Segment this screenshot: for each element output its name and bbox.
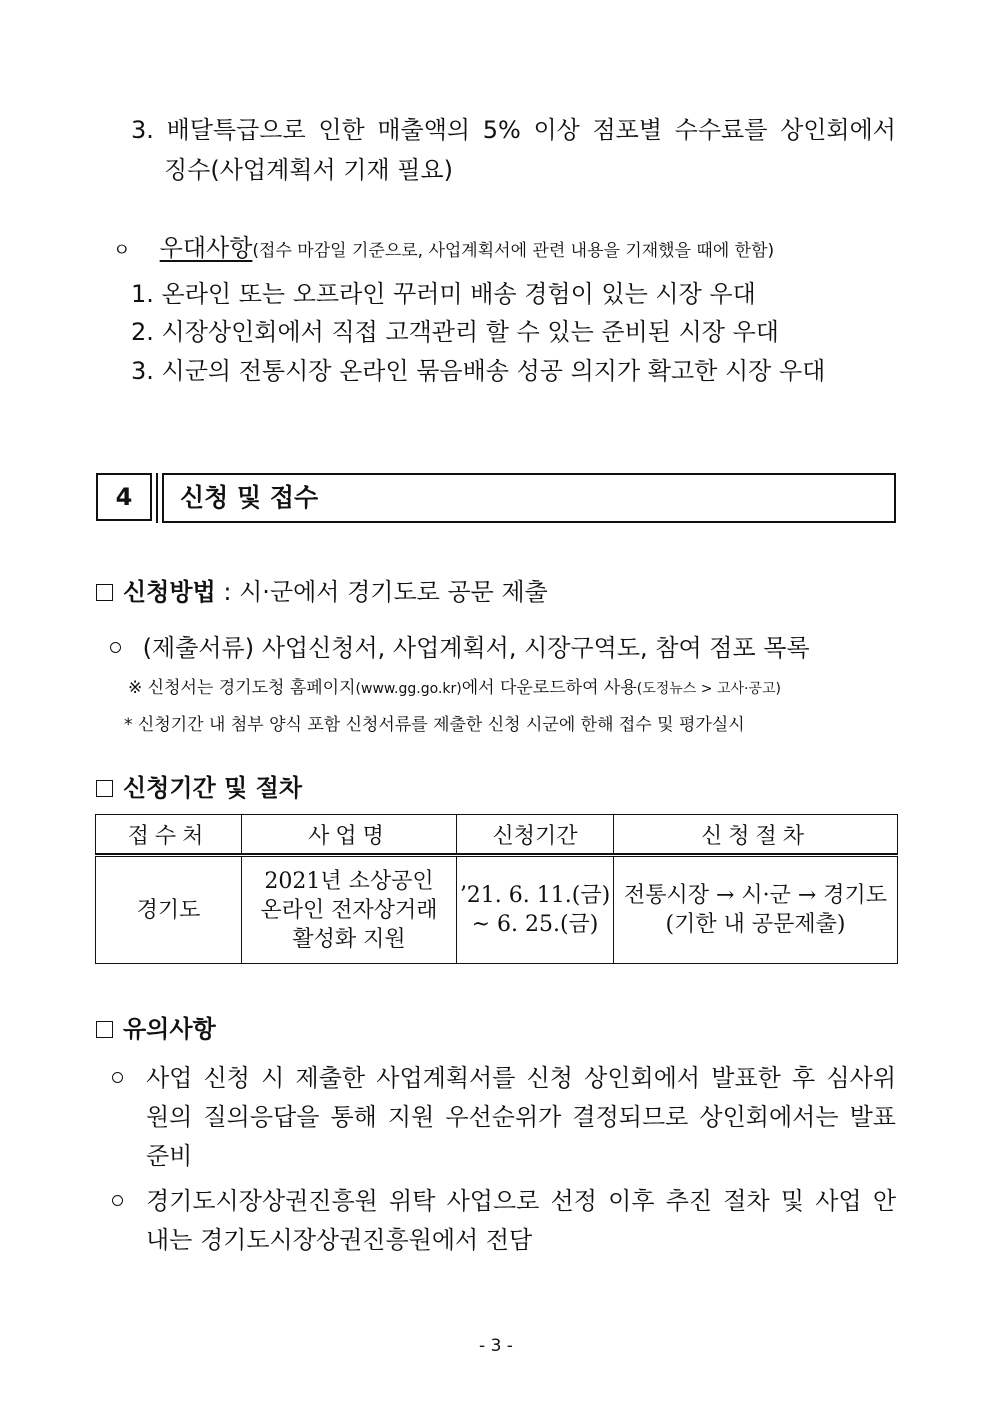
note-1-line-3: 준비	[146, 1142, 193, 1170]
method-text: : 시·군에서 경기도로 공문 제출	[215, 578, 548, 606]
method-title: 신청방법	[123, 578, 216, 606]
table-row	[96, 856, 898, 964]
cell-period: ’21. 6. 11.(금) ~ 6. 25.(금)	[457, 856, 614, 964]
cell-receiver: 경기도	[96, 856, 242, 964]
bullet-circle-icon	[112, 1185, 123, 1217]
preference-item-3: 3. 시군의 전통시장 온라인 묶음배송 성공 의지가 확고한 시장 우대	[131, 357, 826, 385]
method-docs: (제출서류) 사업신청서, 사업계획서, 시장구역도, 참여 점포 목록	[142, 634, 810, 662]
note-1-line-1: 사업 신청 시 제출한 사업계획서를 신청 상인회에서 발표한 후 심사위	[146, 1064, 896, 1092]
checkbox-icon	[96, 1021, 113, 1038]
section-title: 신청 및 접수	[162, 473, 896, 523]
table-header-row	[96, 815, 898, 854]
header-procedure: 신청절차	[614, 815, 898, 854]
header-period: 신청기간	[457, 815, 614, 854]
preference-item-1: 1. 온라인 또는 오프라인 꾸러미 배송 경험이 있는 시장 우대	[131, 280, 756, 308]
checkbox-icon	[96, 780, 113, 797]
method-docs-line	[110, 632, 810, 664]
section-number: 4	[96, 473, 152, 521]
method-note-1: ※ 신청서는 경기도청 홈페이지(www.gg.go.kr)에서 다운로드하여 사용(도정뉴스 > 고사·공고)	[128, 678, 781, 698]
method-heading	[96, 576, 548, 608]
checkbox-icon	[96, 584, 113, 601]
preference-heading	[113, 232, 774, 267]
schedule-table	[95, 814, 898, 964]
top-item-line-2: 징수(사업계획서 기재 필요)	[164, 156, 454, 184]
period-heading	[96, 772, 302, 804]
top-item-number: 3.	[131, 116, 154, 144]
page-number: - 3 -	[479, 1336, 513, 1356]
top-item-text: 배달특급으로 인한 매출액의 5% 이상 점포별 수수료를 상인회에서	[166, 116, 896, 144]
preference-item-2: 2. 시장상인회에서 직접 고객관리 할 수 있는 준비된 시장 우대	[131, 318, 779, 346]
cell-procedure: 전통시장 → 시·군 → 경기도 (기한 내 공문제출)	[614, 856, 898, 964]
notes-title: 유의사항	[123, 1015, 216, 1043]
top-item-line-1	[131, 114, 896, 146]
preference-title: 우대사항	[159, 234, 253, 262]
bullet-circle-icon	[112, 1062, 123, 1094]
note-2-line-1: 경기도시장상권진흥원 위탁 사업으로 선정 이후 추진 절차 및 사업 안	[146, 1187, 896, 1215]
bullet-circle-icon	[110, 642, 121, 653]
preference-note: (접수 마감일 기준으로, 사업계획서에 관련 내용을 기재했을 때에 한함)	[252, 241, 775, 261]
period-title: 신청기간 및 절차	[123, 774, 302, 802]
notes-heading	[96, 1013, 216, 1045]
cell-project: 2021년 소상공인 온라인 전자상거래 활성화 지원	[242, 856, 457, 964]
note-2-line-2: 내는 경기도시장상권진흥원에서 전담	[146, 1226, 533, 1254]
header-receiver: 접수처	[96, 815, 242, 854]
bullet-circle: ㅇ	[113, 240, 131, 261]
method-note-2: * 신청기간 내 첨부 양식 포함 신청서류를 제출한 신청 시군에 한해 접수 및 평가실시	[124, 715, 745, 735]
note-1-line-2: 원의 질의응답을 통해 지원 우선순위가 결정되므로 상인회에서는 발표	[146, 1103, 896, 1131]
header-project: 사업명	[242, 815, 457, 854]
